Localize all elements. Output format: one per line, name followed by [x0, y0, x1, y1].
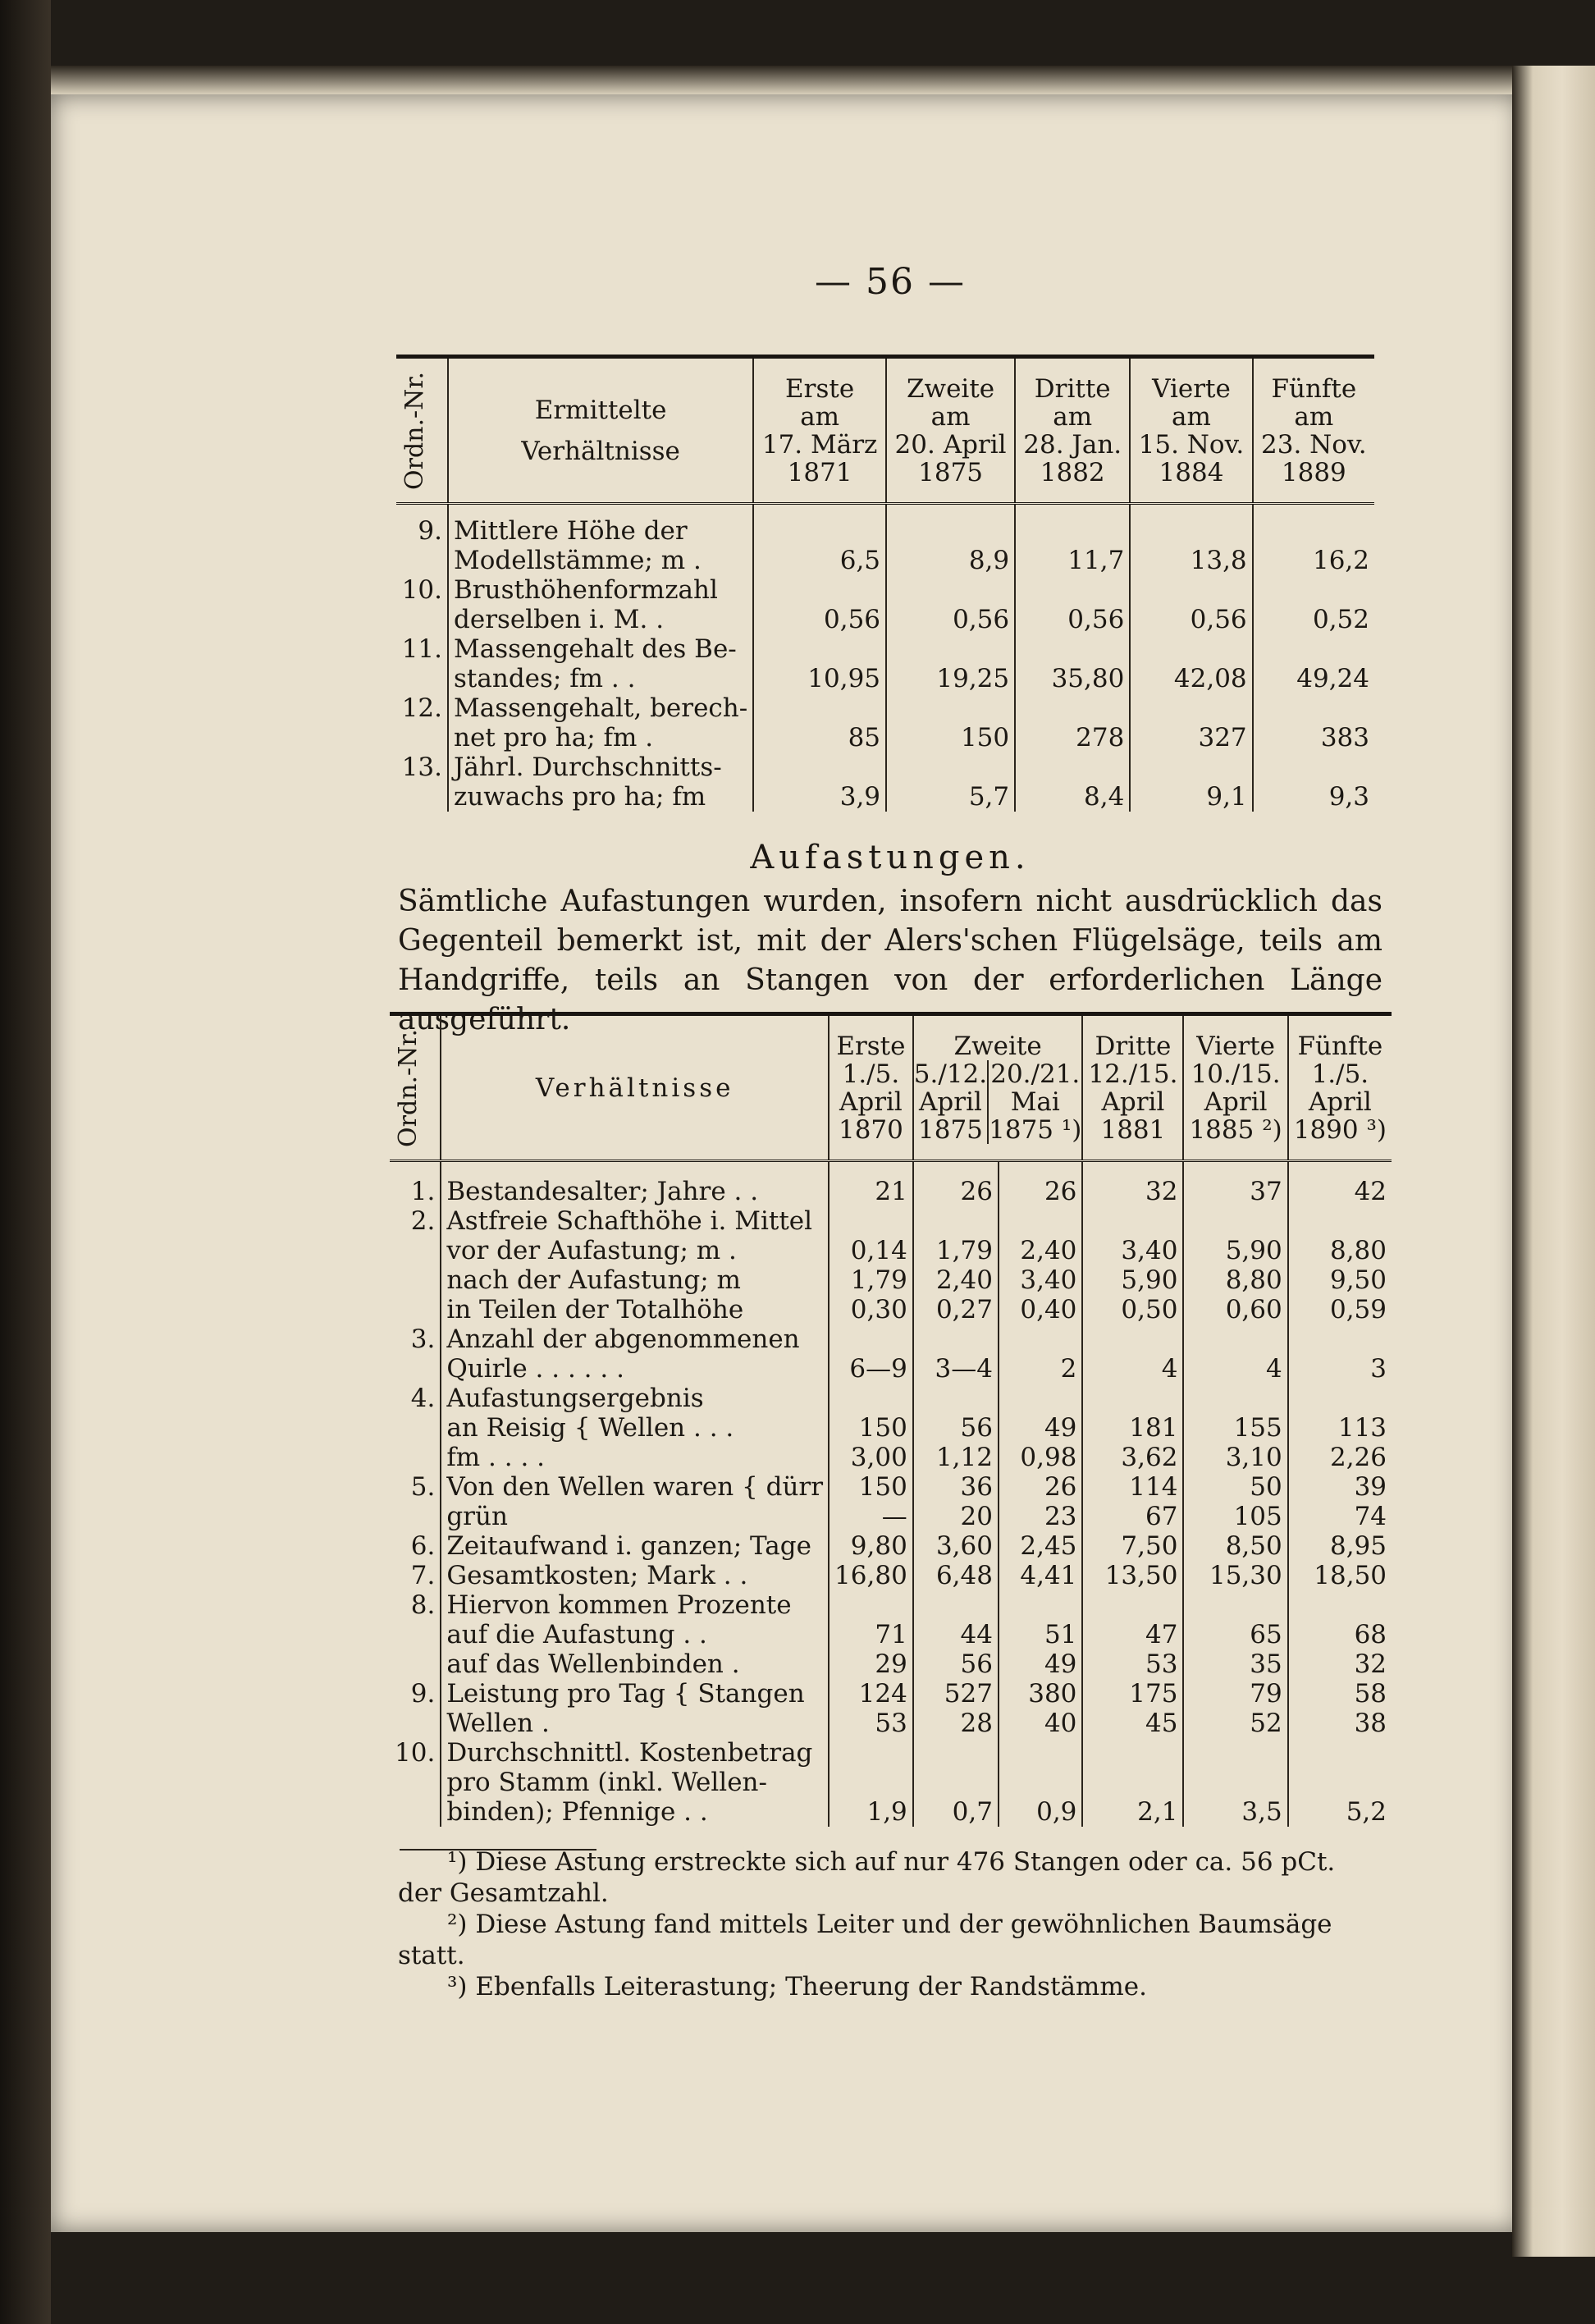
data-cell: 53	[1082, 1649, 1183, 1679]
table-row	[390, 1384, 1392, 1413]
data-cell: —	[829, 1502, 913, 1531]
data-cell: 8,4	[1015, 753, 1130, 812]
data-cell: 13,8	[1130, 504, 1252, 576]
row-label: auf das Wellenbinden .	[441, 1649, 829, 1679]
data-cell	[999, 1324, 1082, 1354]
data-cell: 124	[829, 1679, 913, 1709]
column-header-1: Erste 1./5. April 1870	[829, 1014, 913, 1161]
section-title: Aufastungen.	[750, 839, 1031, 876]
row-label: Leistung pro Tag { Stangen	[441, 1679, 829, 1709]
data-cell: 380	[999, 1679, 1082, 1709]
data-cell: 8,80	[1288, 1236, 1392, 1265]
table-row	[390, 1649, 1392, 1679]
data-cell	[913, 1738, 999, 1768]
data-cell	[1183, 1768, 1287, 1797]
row-label-line: Massengehalt des Be-	[454, 634, 737, 664]
row-label: fm . . . .	[441, 1443, 829, 1472]
data-cell: 8,80	[1183, 1265, 1287, 1295]
data-cell: 5,7	[886, 753, 1015, 812]
data-cell: 0,30	[829, 1295, 913, 1324]
data-cell: 278	[1015, 693, 1130, 753]
data-cell: 26	[913, 1161, 999, 1207]
data-cell: 65	[1183, 1620, 1287, 1649]
data-cell: 32	[1082, 1161, 1183, 1207]
row-label-line: standes; fm . .	[454, 664, 636, 693]
data-cell: 3,60	[913, 1531, 999, 1561]
table-row	[390, 1265, 1392, 1295]
row-number: 7.	[410, 1561, 436, 1590]
row-label-line: net pro ha; fm .	[454, 723, 654, 753]
row-label: vor der Aufastung; m .	[441, 1236, 829, 1265]
data-cell: 39	[1288, 1472, 1392, 1502]
data-cell: 29	[829, 1649, 913, 1679]
data-cell	[1288, 1738, 1392, 1768]
data-cell: 0,14	[829, 1236, 913, 1265]
data-cell: 21	[829, 1161, 913, 1207]
table-row	[390, 1709, 1392, 1738]
row-number: 11.	[401, 634, 442, 664]
data-cell: 9,80	[829, 1531, 913, 1561]
row-label: Durchschnittl. Kostenbetrag	[441, 1738, 829, 1768]
data-cell: 0,7	[913, 1797, 999, 1827]
data-cell: 47	[1082, 1620, 1183, 1649]
data-cell: 327	[1130, 693, 1252, 753]
row-number: 3.	[410, 1324, 436, 1354]
row-number: 10.	[395, 1738, 436, 1768]
growth-table	[396, 355, 1374, 812]
data-cell: 53	[829, 1709, 913, 1738]
row-number	[390, 1709, 441, 1738]
row-label-line: Mittlere Höhe der	[454, 516, 688, 546]
data-cell: 56	[913, 1649, 999, 1679]
data-cell: 3—4	[913, 1354, 999, 1384]
row-number	[390, 1443, 441, 1472]
data-cell	[829, 1324, 913, 1354]
data-cell: 58	[1288, 1679, 1392, 1709]
row-number	[390, 1768, 441, 1797]
row-label: auf die Aufastung . .	[441, 1620, 829, 1649]
data-cell: 49	[999, 1413, 1082, 1443]
data-cell	[913, 1590, 999, 1620]
data-cell: 0,56	[1015, 575, 1130, 634]
table-row	[390, 1236, 1392, 1265]
row-number: 9.	[410, 1679, 436, 1709]
data-cell: 0,56	[753, 575, 886, 634]
data-cell: 42	[1288, 1161, 1392, 1207]
data-cell: 1,9	[829, 1797, 913, 1827]
data-cell: 1,12	[913, 1443, 999, 1472]
data-cell: 0,9	[999, 1797, 1082, 1827]
data-cell	[1183, 1324, 1287, 1354]
data-cell	[913, 1768, 999, 1797]
data-cell: 5,2	[1288, 1797, 1392, 1827]
row-label-line: Brusthöhenformzahl	[454, 575, 718, 605]
data-cell: 79	[1183, 1679, 1287, 1709]
column-header-6: Fünfte 1./5. April 1890 ³)	[1288, 1014, 1392, 1161]
row-number: 10.	[401, 575, 442, 605]
row-label-line: Massengehalt, berech-	[454, 693, 748, 723]
data-cell: 85	[753, 693, 886, 753]
data-cell	[999, 1206, 1082, 1236]
footnote-3: ³) Ebenfalls Leiterastung; Theerung der Randstämme.	[447, 1972, 1147, 2001]
row-number	[390, 1354, 441, 1384]
data-cell: 150	[886, 693, 1015, 753]
data-cell	[1082, 1590, 1183, 1620]
data-cell: 105	[1183, 1502, 1287, 1531]
row-number: 4.	[410, 1384, 436, 1413]
data-cell: 0,59	[1288, 1295, 1392, 1324]
data-cell: 74	[1288, 1502, 1392, 1531]
footnotes	[398, 1846, 1382, 2002]
row-number	[390, 1620, 441, 1649]
row-label: in Teilen der Totalhöhe	[441, 1295, 829, 1324]
data-cell	[1082, 1738, 1183, 1768]
table-row	[390, 1354, 1392, 1384]
column-header-5: Vierte 10./15. April 1885 ²)	[1183, 1014, 1287, 1161]
data-cell: 9,3	[1253, 753, 1374, 812]
table-row	[390, 1620, 1392, 1649]
data-cell: 45	[1082, 1709, 1183, 1738]
data-cell	[829, 1206, 913, 1236]
data-cell: 1,79	[829, 1265, 913, 1295]
data-cell	[1082, 1384, 1183, 1413]
data-cell: 11,7	[1015, 504, 1130, 576]
data-cell: 44	[913, 1620, 999, 1649]
data-cell: 2,45	[999, 1531, 1082, 1561]
data-cell	[1082, 1324, 1183, 1354]
scan-background-top	[51, 66, 1512, 94]
data-cell	[1183, 1738, 1287, 1768]
data-cell: 6—9	[829, 1354, 913, 1384]
data-cell: 181	[1082, 1413, 1183, 1443]
data-cell: 2,26	[1288, 1443, 1392, 1472]
data-cell: 9,50	[1288, 1265, 1392, 1295]
table-row	[390, 1679, 1392, 1709]
data-cell: 5,90	[1082, 1265, 1183, 1295]
column-header-2: Zweite am 20. April 1875	[886, 357, 1015, 504]
row-label	[448, 693, 753, 753]
data-cell: 3,00	[829, 1443, 913, 1472]
column-header-2: Zweite 5./12. April 1875 20./21. Mai 1875 ¹)	[913, 1014, 1083, 1161]
data-cell: 38	[1288, 1709, 1392, 1738]
row-label-line: Modellstämme; m .	[454, 546, 702, 575]
table-row	[390, 1161, 1392, 1207]
data-cell	[1183, 1590, 1287, 1620]
row-label	[448, 753, 753, 812]
table-row	[396, 634, 1374, 693]
data-cell: 68	[1288, 1620, 1392, 1649]
scan-background-left	[0, 0, 51, 2324]
row-label: Gesamtkosten; Mark . .	[441, 1561, 829, 1590]
data-cell	[1082, 1768, 1183, 1797]
data-cell: 71	[829, 1620, 913, 1649]
table-row	[396, 753, 1374, 812]
row-number	[390, 1649, 441, 1679]
row-label	[448, 634, 753, 693]
data-cell: 155	[1183, 1413, 1287, 1443]
row-number	[390, 1797, 441, 1827]
data-cell: 2,40	[913, 1265, 999, 1295]
data-cell	[913, 1384, 999, 1413]
data-cell: 26	[999, 1161, 1082, 1207]
column-header-4: Dritte 12./15. April 1881	[1082, 1014, 1183, 1161]
data-cell	[1288, 1768, 1392, 1797]
data-cell: 3,5	[1183, 1797, 1287, 1827]
label-header-line: Verhältnisse	[521, 436, 680, 466]
ord-header: Ordn.-Nr.	[400, 371, 429, 490]
row-number: 2.	[410, 1206, 436, 1236]
data-cell: 49	[999, 1649, 1082, 1679]
data-cell: 4,41	[999, 1561, 1082, 1590]
data-cell: 0,60	[1183, 1295, 1287, 1324]
row-number: 8.	[410, 1590, 436, 1620]
data-cell: 8,95	[1288, 1531, 1392, 1561]
table-row	[390, 1443, 1392, 1472]
row-number: 5.	[410, 1472, 436, 1502]
table-row	[390, 1561, 1392, 1590]
row-label: Astfreie Schafthöhe i. Mittel	[441, 1206, 829, 1236]
footnote-2: ²) Diese Astung fand mittels Leiter und der gewöhnlichen Baumsäge statt.	[398, 1910, 1332, 1970]
zweite-label: Zweite	[953, 1031, 1042, 1061]
page-number: — 56 —	[815, 261, 966, 303]
data-cell: 114	[1082, 1472, 1183, 1502]
data-cell: 20	[913, 1502, 999, 1531]
data-cell: 4	[1183, 1354, 1287, 1384]
data-cell	[1288, 1384, 1392, 1413]
table-row	[396, 575, 1374, 634]
data-cell: 28	[913, 1709, 999, 1738]
data-cell	[829, 1768, 913, 1797]
data-cell: 49,24	[1253, 634, 1374, 693]
data-cell: 50	[1183, 1472, 1287, 1502]
data-cell: 9,1	[1130, 753, 1252, 812]
table-row	[390, 1295, 1392, 1324]
data-cell: 6,48	[913, 1561, 999, 1590]
row-label-line: derselben i. M. .	[454, 605, 665, 634]
data-cell: 13,50	[1082, 1561, 1183, 1590]
data-cell: 37	[1183, 1161, 1287, 1207]
data-cell: 150	[829, 1472, 913, 1502]
data-cell	[999, 1590, 1082, 1620]
table-row	[390, 1531, 1392, 1561]
pruning-table	[390, 1012, 1392, 1827]
row-label: nach der Aufastung; m	[441, 1265, 829, 1295]
row-label: pro Stamm (inkl. Wellen-	[441, 1768, 829, 1797]
data-cell: 0,50	[1082, 1295, 1183, 1324]
data-cell: 0,52	[1253, 575, 1374, 634]
row-label: an Reisig { Wellen . . .	[441, 1413, 829, 1443]
table-row	[396, 693, 1374, 753]
row-label	[448, 575, 753, 634]
table-row	[390, 1768, 1392, 1797]
row-number: 6.	[410, 1531, 436, 1561]
data-cell: 7,50	[1082, 1531, 1183, 1561]
row-number	[390, 1413, 441, 1443]
data-cell: 35	[1183, 1649, 1287, 1679]
data-cell: 3,40	[1082, 1236, 1183, 1265]
data-cell: 23	[999, 1502, 1082, 1531]
table-row	[390, 1206, 1392, 1236]
row-label: Hiervon kommen Prozente	[441, 1590, 829, 1620]
ord-header: Ordn.-Nr.	[394, 1028, 423, 1147]
column-header-1: Erste am 17. März 1871	[753, 357, 886, 504]
table-row	[390, 1797, 1392, 1827]
data-cell: 42,08	[1130, 634, 1252, 693]
row-label: grün	[441, 1502, 829, 1531]
row-number	[390, 1502, 441, 1531]
data-cell: 3,10	[1183, 1443, 1287, 1472]
data-cell: 32	[1288, 1649, 1392, 1679]
data-cell: 2,40	[999, 1236, 1082, 1265]
row-label: Zeitaufwand i. ganzen; Tage	[441, 1531, 829, 1561]
table-row	[390, 1502, 1392, 1531]
data-cell: 383	[1253, 693, 1374, 753]
next-page-edge	[1512, 66, 1595, 2257]
column-header-5: Fünfte am 23. Nov. 1889	[1253, 357, 1374, 504]
data-cell: 51	[999, 1620, 1082, 1649]
column-header-3: Dritte am 28. Jan. 1882	[1015, 357, 1130, 504]
data-cell: 40	[999, 1709, 1082, 1738]
data-cell: 16,2	[1253, 504, 1374, 576]
table-row	[390, 1738, 1392, 1768]
row-label: Quirle . . . . . .	[441, 1354, 829, 1384]
data-cell: 67	[1082, 1502, 1183, 1531]
column-header-4: Vierte am 15. Nov. 1884	[1130, 357, 1252, 504]
data-cell: 3,62	[1082, 1443, 1183, 1472]
data-cell: 4	[1082, 1354, 1183, 1384]
data-cell: 1,79	[913, 1236, 999, 1265]
data-cell: 52	[1183, 1709, 1287, 1738]
data-cell: 175	[1082, 1679, 1183, 1709]
data-cell	[829, 1384, 913, 1413]
row-label-line: zuwachs pro ha; fm	[454, 782, 706, 812]
row-number: 13.	[401, 753, 442, 782]
data-cell: 0,27	[913, 1295, 999, 1324]
data-cell	[999, 1384, 1082, 1413]
data-cell: 18,50	[1288, 1561, 1392, 1590]
data-cell: 8,50	[1183, 1531, 1287, 1561]
data-cell: 3,40	[999, 1265, 1082, 1295]
row-number: 9.	[418, 516, 442, 546]
data-cell: 3	[1288, 1354, 1392, 1384]
label-header: Verhältnisse	[441, 1014, 829, 1161]
data-cell	[913, 1206, 999, 1236]
data-cell: 15,30	[1183, 1561, 1287, 1590]
row-label: Bestandesalter; Jahre . .	[441, 1161, 829, 1207]
data-cell	[999, 1738, 1082, 1768]
data-cell	[829, 1738, 913, 1768]
data-cell: 10,95	[753, 634, 886, 693]
data-cell: 26	[999, 1472, 1082, 1502]
row-number	[390, 1236, 441, 1265]
row-label: binden); Pfennige . .	[441, 1797, 829, 1827]
row-label	[448, 504, 753, 576]
data-cell: 0,56	[886, 575, 1015, 634]
data-cell: 0,40	[999, 1295, 1082, 1324]
table-row	[390, 1472, 1392, 1502]
data-cell: 113	[1288, 1413, 1392, 1443]
label-header	[448, 357, 753, 504]
data-cell: 2	[999, 1354, 1082, 1384]
body-paragraph: Sämtliche Aufastungen wurden, insofern nicht ausdrücklich das Gegenteil bemerkt ist, mit der Alers'schen Flügelsäge, teils am Handgriffe, teils an Stangen von der erforderlichen Länge ausgeführt.	[398, 885, 1382, 1036]
data-cell: 5,90	[1183, 1236, 1287, 1265]
data-cell	[1183, 1206, 1287, 1236]
data-cell: 2,1	[1082, 1797, 1183, 1827]
data-cell: 3,9	[753, 753, 886, 812]
data-cell: 6,5	[753, 504, 886, 576]
data-cell: 8,9	[886, 504, 1015, 576]
table-row	[396, 504, 1374, 576]
label-header-line: Ermittelte	[534, 395, 667, 425]
data-cell	[1082, 1206, 1183, 1236]
data-cell	[1288, 1590, 1392, 1620]
row-label: Anzahl der abgenommenen	[441, 1324, 829, 1354]
data-cell	[913, 1324, 999, 1354]
row-number: 1.	[410, 1177, 436, 1206]
row-label-line: Jährl. Durchschnitts-	[454, 753, 722, 782]
data-cell: 56	[913, 1413, 999, 1443]
row-label: Wellen .	[441, 1709, 829, 1738]
data-cell: 527	[913, 1679, 999, 1709]
row-number	[390, 1265, 441, 1295]
data-cell	[829, 1590, 913, 1620]
data-cell: 19,25	[886, 634, 1015, 693]
data-cell: 35,80	[1015, 634, 1130, 693]
data-cell	[1288, 1324, 1392, 1354]
data-cell: 0,98	[999, 1443, 1082, 1472]
data-cell: 16,80	[829, 1561, 913, 1590]
data-cell	[1183, 1384, 1287, 1413]
data-cell: 36	[913, 1472, 999, 1502]
data-cell: 0,56	[1130, 575, 1252, 634]
table-row	[390, 1324, 1392, 1354]
data-cell	[1288, 1206, 1392, 1236]
footnote-1: ¹) Diese Astung erstreckte sich auf nur 476 Stangen oder ca. 56 pCt. der Gesamtzahl.	[398, 1847, 1336, 1908]
row-label: Von den Wellen waren { dürr	[441, 1472, 829, 1502]
row-number	[390, 1295, 441, 1324]
row-number: 12.	[401, 693, 442, 723]
data-cell: 150	[829, 1413, 913, 1443]
row-label: Aufastungsergebnis	[441, 1384, 829, 1413]
table-row	[390, 1413, 1392, 1443]
table-row	[390, 1590, 1392, 1620]
data-cell	[999, 1768, 1082, 1797]
